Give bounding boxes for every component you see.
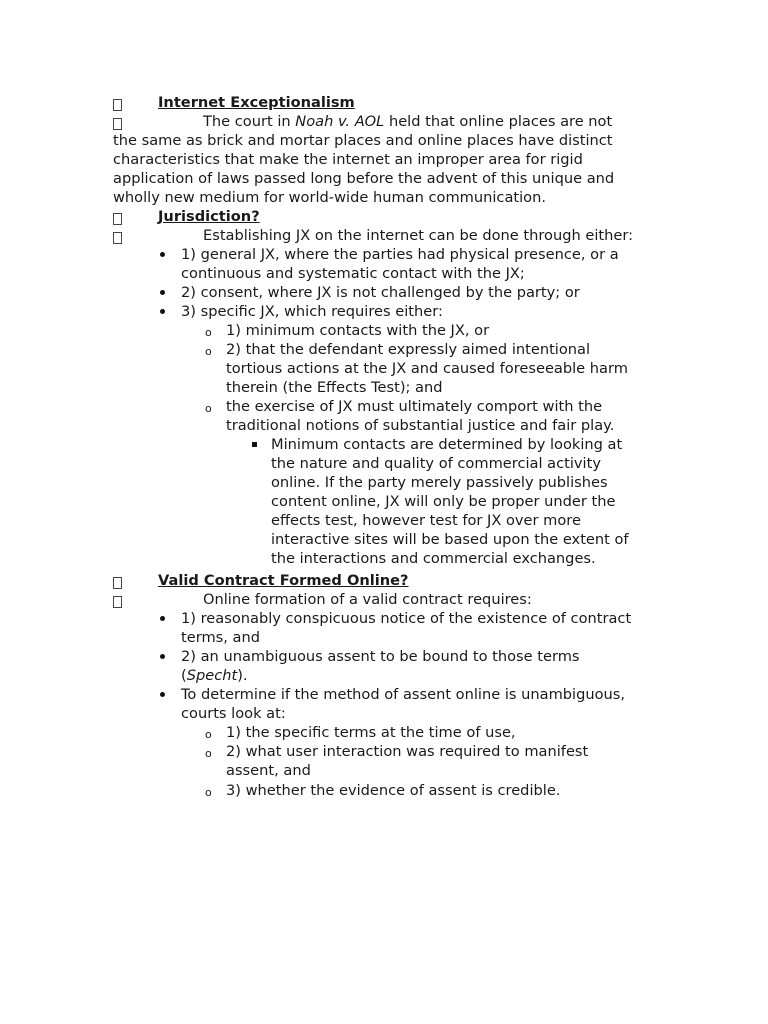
list-item: 2) consent, where JX is not challenged by the party; or [181, 284, 580, 301]
paragraph-line [203, 112, 612, 131]
symbol-glyph-icon [113, 575, 122, 594]
list-item-cont: courts look at: [181, 705, 286, 722]
circle-bullet-icon: o [205, 402, 212, 415]
sub-list-item-cont: assent, and [226, 762, 311, 779]
tertiary-list-item-cont: the nature and quality of commercial activity [271, 455, 601, 472]
paragraph-text: held that online places are not [384, 113, 613, 130]
list-item-cont [181, 666, 248, 685]
tertiary-list-item-cont: online. If the party merely passively publishes [271, 474, 608, 491]
sub-list-item: 1) the specific terms at the time of use, [226, 724, 516, 741]
paragraph-line: characteristics that make the internet an improper area for rigid [113, 151, 583, 168]
case-name: Specht [186, 667, 238, 684]
symbol-glyph-icon [113, 211, 122, 230]
bullet-icon [160, 692, 165, 697]
sub-list-item-cont: tortious actions at the JX and caused foreseeable harm [226, 360, 628, 377]
paren: ). [237, 667, 248, 684]
tertiary-list-item-cont: effects test, however test for JX over more [271, 512, 581, 529]
section-heading-contract: Valid Contract Formed Online? [158, 572, 409, 589]
list-item-cont: terms, and [181, 629, 260, 646]
bullet-icon [160, 252, 165, 257]
paren: ( [181, 667, 187, 684]
sub-list-item: the exercise of JX must ultimately comport with the [226, 398, 603, 415]
bullet-icon [160, 616, 165, 621]
sub-list-item-cont: therein (the Effects Test); and [226, 379, 443, 396]
sub-list-item: 2) what user interaction was required to manifest [226, 743, 589, 760]
circle-bullet-icon: o [205, 345, 212, 358]
list-item: 3) specific JX, which requires either: [181, 303, 443, 320]
list-item-cont: continuous and systematic contact with the JX; [181, 265, 525, 282]
tertiary-list-item-cont: content online, JX will only be proper under the [271, 493, 616, 510]
list-item: 1) general JX, where the parties had physical presence, or a [181, 246, 619, 263]
paragraph-text: The court in [203, 113, 296, 130]
list-item: 2) an unambiguous assent to be bound to those terms [181, 648, 580, 665]
paragraph-line: wholly new medium for world-wide human communication. [113, 189, 546, 206]
sub-list-item: 2) that the defendant expressly aimed intentional [226, 341, 591, 358]
circle-bullet-icon: o [205, 786, 212, 799]
bullet-icon [160, 309, 165, 314]
tertiary-list-item-cont: interactive sites will be based upon the extent of [271, 531, 629, 548]
tertiary-list-item: Minimum contacts are determined by looking at [271, 436, 623, 453]
tertiary-list-item-cont: the interactions and commercial exchanges. [271, 550, 596, 567]
list-item: 1) reasonably conspicuous notice of the existence of contract [181, 610, 632, 627]
paragraph-line: application of laws passed long before the advent of this unique and [113, 170, 615, 187]
circle-bullet-icon: o [205, 326, 212, 339]
sub-list-item: 3) whether the evidence of assent is credible. [226, 782, 561, 799]
list-item: To determine if the method of assent online is unambiguous, [181, 686, 626, 703]
circle-bullet-icon: o [205, 728, 212, 741]
section-heading-internet: Internet Exceptionalism [158, 94, 355, 111]
circle-bullet-icon: o [205, 747, 212, 760]
symbol-glyph-icon [113, 594, 122, 613]
symbol-glyph-icon [113, 230, 122, 249]
case-name: Noah v. AOL [295, 113, 385, 130]
square-bullet-icon [252, 442, 257, 447]
sub-list-item: 1) minimum contacts with the JX, or [226, 322, 490, 339]
paragraph-line: the same as brick and mortar places and online places have distinct [113, 132, 613, 149]
paragraph-line: Online formation of a valid contract requires: [203, 591, 532, 608]
sub-list-item-cont: traditional notions of substantial justice and fair play. [226, 417, 615, 434]
bullet-icon [160, 290, 165, 295]
bullet-icon [160, 654, 165, 659]
symbol-glyph-icon [113, 97, 122, 116]
paragraph-line: Establishing JX on the internet can be done through either: [203, 227, 634, 244]
section-heading-jurisdiction: Jurisdiction? [158, 208, 260, 225]
